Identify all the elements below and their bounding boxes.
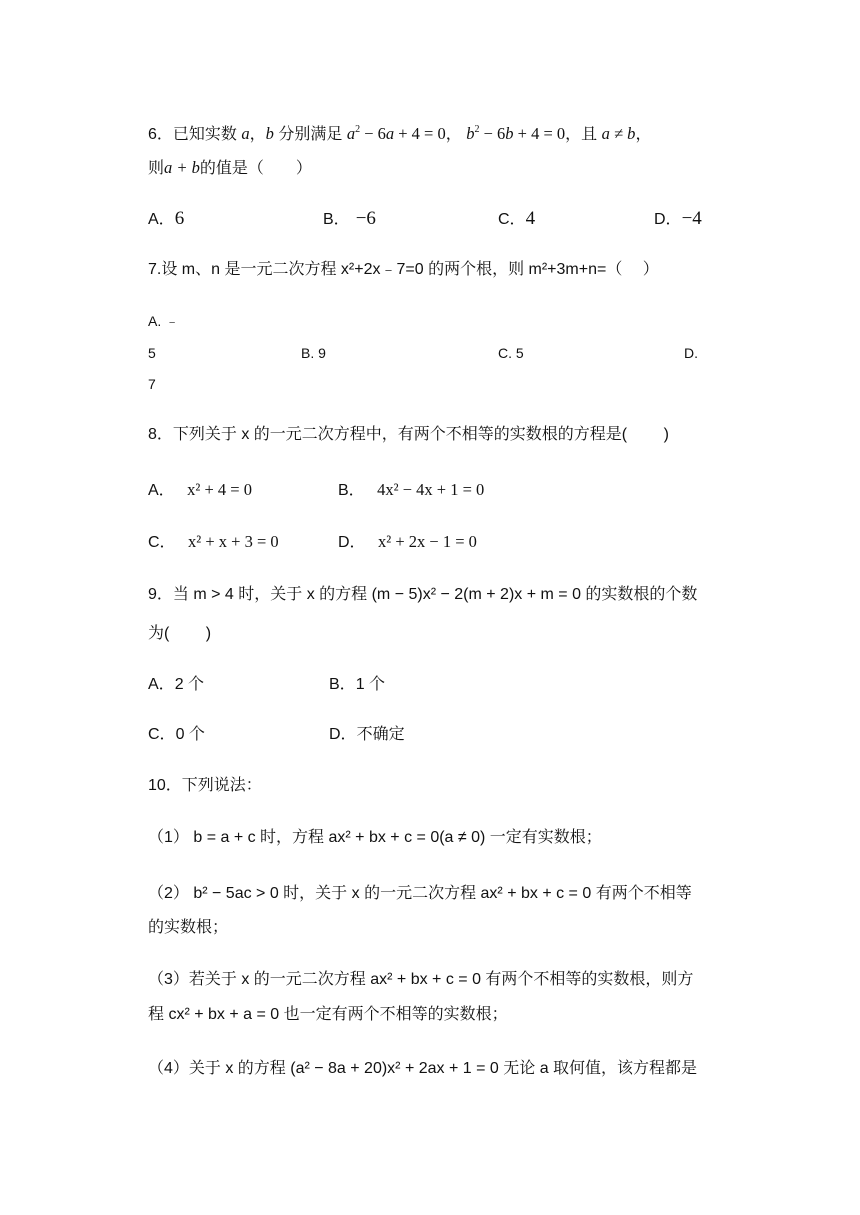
option-value: −6: [355, 208, 376, 229]
q6-line2-text-2: 的值是（ ）: [199, 160, 312, 177]
option-value: 2 个: [174, 676, 205, 693]
q6-option-b: [323, 207, 376, 232]
option-label: D．: [654, 211, 682, 228]
q10-title: 10．下列说法：: [148, 777, 262, 794]
q6-option-a: [148, 207, 184, 232]
option-label: B．: [338, 482, 365, 499]
q6-condition: a ≠ b: [601, 124, 636, 143]
q6-number: 6．: [148, 126, 173, 143]
option-label: C．: [498, 211, 526, 228]
q6-text-3: 且: [581, 126, 598, 143]
q10-statement-3-cont: 程 cx² + bx + a = 0 也一定有两个不相等的实数根；: [148, 1006, 508, 1023]
q7-option-b: B. 9: [301, 345, 326, 361]
q6-line2-text-1: 则: [148, 160, 165, 177]
q8-option-c: [148, 530, 279, 555]
option-label: C．: [148, 534, 176, 551]
q8-stem: 8．下列关于 x 的一元二次方程中，有两个不相等的实数根的方程是( ): [148, 426, 669, 443]
q8-option-b: [338, 478, 484, 503]
option-label: C．: [148, 726, 176, 743]
option-value: 1 个: [355, 676, 386, 693]
q9-stem: 9．当 m > 4 时，关于 x 的方程 (m − 5)x² − 2(m + 2)x + m = 0 的实数根的个数: [148, 586, 698, 603]
option-value: 4x² − 4x + 1 = 0: [377, 480, 485, 499]
option-label: A．: [148, 211, 175, 228]
q9-option-a: [148, 673, 204, 697]
q7-stem: 7.设 m、n 是一元二次方程 x²+2x﹣7=0 的两个根，则 m²+3m+n=（ ）: [148, 261, 659, 278]
q6-text-2: 分别满足: [278, 126, 343, 143]
q10-statement-3: （3）若关于 x 的一元二次方程 ax² + bx + c = 0 有两个不相等的实数根，则方: [148, 971, 694, 988]
q8-option-d: [338, 530, 477, 555]
q10-statement-2: （2） b² − 5ac > 0 时，关于 x 的一元二次方程 ax² + bx + c = 0 有两个不相等: [148, 885, 692, 902]
q6-var-ab: a: [241, 124, 250, 143]
q6-text-1: 已知实数: [172, 126, 237, 143]
option-label: A．: [148, 676, 175, 693]
q9-option-c: [148, 723, 205, 747]
option-value: 不确定: [356, 726, 405, 743]
option-label: A．: [148, 482, 175, 499]
q6-var-b: b: [265, 124, 274, 143]
q10-statement-1: （1） b = a + c 时，方程 ax² + bx + c = 0(a ≠ 0) 一定有实数根；: [148, 829, 602, 846]
option-value: x² + 4 = 0: [187, 480, 252, 499]
option-value: x² + x + 3 = 0: [188, 532, 279, 551]
q7-option-a: A. ﹣: [148, 313, 180, 329]
option-value: 4: [525, 208, 536, 229]
option-label: B．: [323, 211, 350, 228]
q9-option-b: [329, 673, 385, 697]
option-value: 6: [174, 208, 185, 229]
q6-expression: a + b: [164, 158, 200, 177]
q9-stem-line2: 为( ): [148, 625, 212, 642]
option-value: 0 个: [175, 726, 205, 743]
q7-option-d-value: 7: [148, 376, 156, 392]
option-label: D．: [329, 726, 357, 743]
q8-option-a: [148, 478, 252, 503]
option-label: D．: [338, 534, 366, 551]
q7-option-a-value: 5: [148, 345, 156, 361]
q6-line2: [148, 156, 312, 181]
q7-option-d: D.: [684, 345, 698, 361]
q7-option-c: C. 5: [498, 345, 524, 361]
option-value: x² + 2x − 1 = 0: [378, 532, 477, 551]
option-label: B．: [329, 676, 356, 693]
q9-option-d: [329, 723, 405, 747]
q10-statement-2-cont: 的实数根；: [148, 919, 229, 936]
q6-equation-2-render: $b^2 - 6b + 4 = 0$: [466, 124, 566, 143]
q6-option-c: [498, 207, 535, 232]
q6-option-d: [654, 207, 702, 232]
q10-statement-4: （4）关于 x 的方程 (a² − 8a + 20)x² + 2ax + 1 = 0 无论 a 取何值，该方程都是: [148, 1060, 698, 1077]
q6-line1: 6．已知实数 a，b 分别满足 $a^2 - 6a + 4 = 0$， $b^2 - 6b + 4 = 0$，且 a ≠ b，: [148, 124, 652, 143]
q6-equation-1-render: $a^2 - 6a + 4 = 0$: [346, 124, 446, 143]
option-value: −4: [681, 208, 702, 229]
